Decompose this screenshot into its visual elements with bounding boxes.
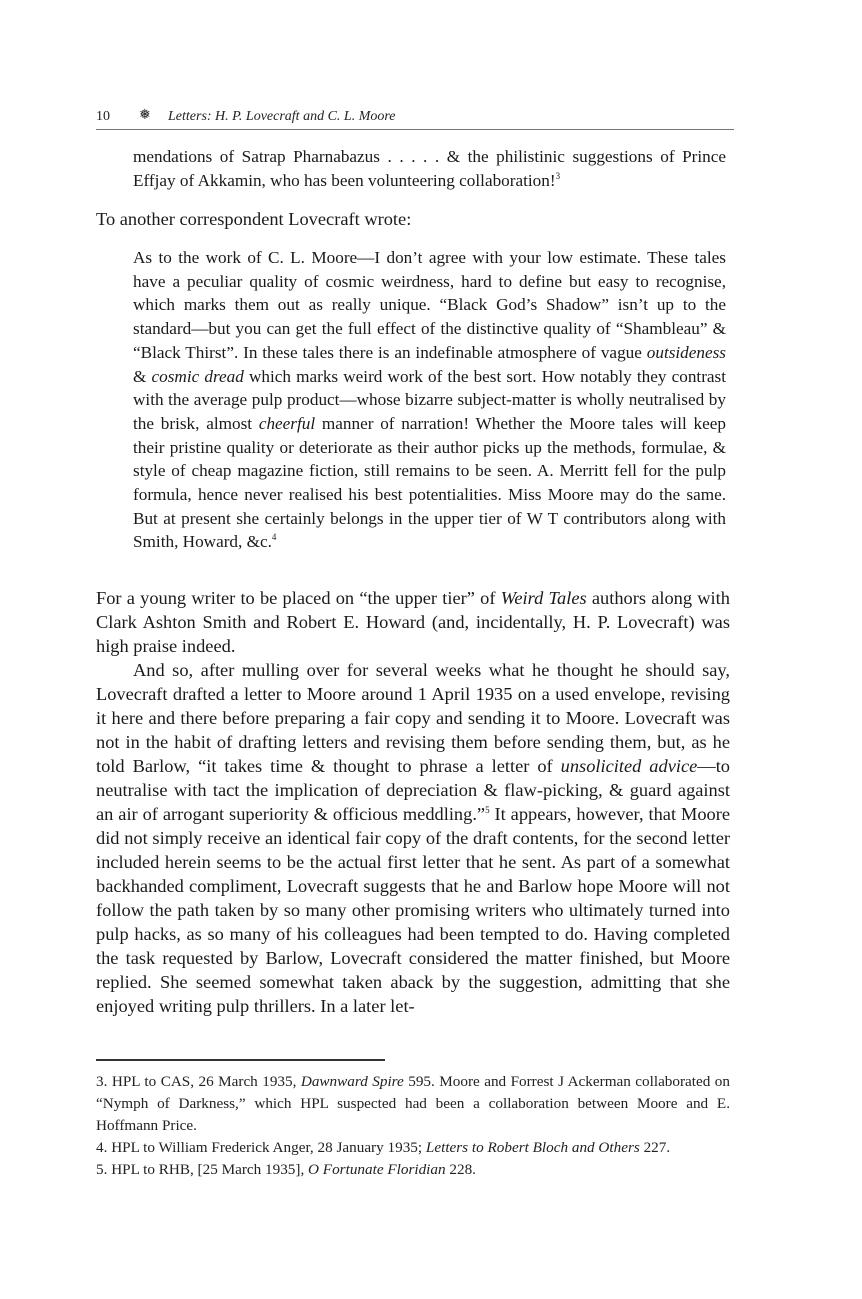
footnote-ref-3[interactable]: 3 — [555, 170, 561, 181]
paragraph-1: For a young writer to be placed on “the upper tier” of Weird Tales authors along with Clark Ashton Smith and Robert E. Howard (and, incidentally, H. P. Lovecraft) was high praise indeed. — [96, 588, 730, 656]
paragraph-2: And so, after mulling over for several weeks what he thought he should say, Lovecraft drafted a letter to Moore around 1 April 1935 on a used envelope, revising it here and there before preparing a fair copy and sending it to Moore. Lovecraft was not in the habit of drafting letters and revising them before sending them, but, as he told Barlow, “it takes time & thought to phrase a letter of unsolicited advice—to neutralise with tact the implication of depreciation & flaw-picking, & guard against an air of arrogant superiority & officious meddling.”$^5$ It appears, however, that Moore did not simply receive an identical fair copy of the draft contents, for the second letter included herein seems to be the actual first letter that he sent. As part of a somewhat backhanded compliment, Lovecraft suggests that he and Barlow hope Moore will not follow the path taken by so many other promising writers who ultimately turned into pulp hacks, as so many of his colleagues had been tempted to do. Having completed the task requested by Barlow, Lovecraft considered the matter finished, but Moore replied. She seemed somewhat taken aback by the suggestion, admitting that she enjoyed writing pulp thrillers. In a later let- — [96, 660, 731, 1016]
footnote-3: 3. HPL to CAS, 26 March 1935, Dawnward Spire 595. Moore and Forrest J Ackerman collaborated on “Nymph of Darkness,” which HPL suspected had been a collaboration between Moore and E. Hoffmann Price. — [96, 1073, 730, 1134]
block-quote-1 — [133, 145, 726, 192]
intro-paragraph: To another correspondent Lovecraft wrote: — [96, 209, 412, 229]
block-quote-2 — [133, 246, 726, 554]
running-head-title: Letters: H. P. Lovecraft and C. L. Moore — [168, 109, 396, 124]
page-number: 10 — [96, 109, 110, 124]
footnote-4: 4. HPL to William Frederick Anger, 28 January 1935; Letters to Robert Bloch and Others 227. — [96, 1139, 671, 1156]
footnote-rule — [96, 1059, 385, 1061]
header-rule — [96, 129, 734, 130]
body-text — [96, 586, 730, 1018]
footnote-ref-5[interactable]: 5 — [485, 805, 490, 815]
footnote-ref-4[interactable]: 4 — [271, 532, 277, 543]
block-quote-1-text: mendations of Satrap Pharnabazus . . . . . & the philistinic suggestions of Prince Effjay of Akkamin, who has been volunteering collaboration!$^3$ — [133, 147, 726, 190]
footnote-5: 5. HPL to RHB, [25 March 1935], O Fortunate Floridian 228. — [96, 1161, 476, 1178]
snowflake-ornament-icon: ❅ — [139, 108, 151, 123]
running-head — [96, 107, 734, 129]
footnotes — [96, 1071, 730, 1181]
block-quote-2-text: As to the work of C. L. Moore—I don’t agree with your low estimate. These tales have a peculiar quality of cosmic weirdness, hard to define but easy to recognise, which marks them out as really unique. “Black God’s Shadow” isn’t up to the standard—but you can get the full effect of the distinctive quality of “Shambleau” & “Black Thirst”. In these tales there is an indefinable atmosphere of vague outsideness & cosmic dread which marks weird work of the best sort. How notably they contrast with the average pulp product—whose bizarre subject-matter is wholly neutralised by the brisk, almost cheerful manner of narration! Whether the Moore tales will keep their pristine quality or deteriorate as their author picks up the methods, formulae, & style of cheap magazine fiction, still remains to be seen. A. Merritt fell for the pulp formula, hence never realised his best potentialities. Miss Moore may do the same. But at present she certainly belongs in the upper tier of W T contributors along with Smith, Howard, &c.$^4$ — [133, 248, 727, 552]
